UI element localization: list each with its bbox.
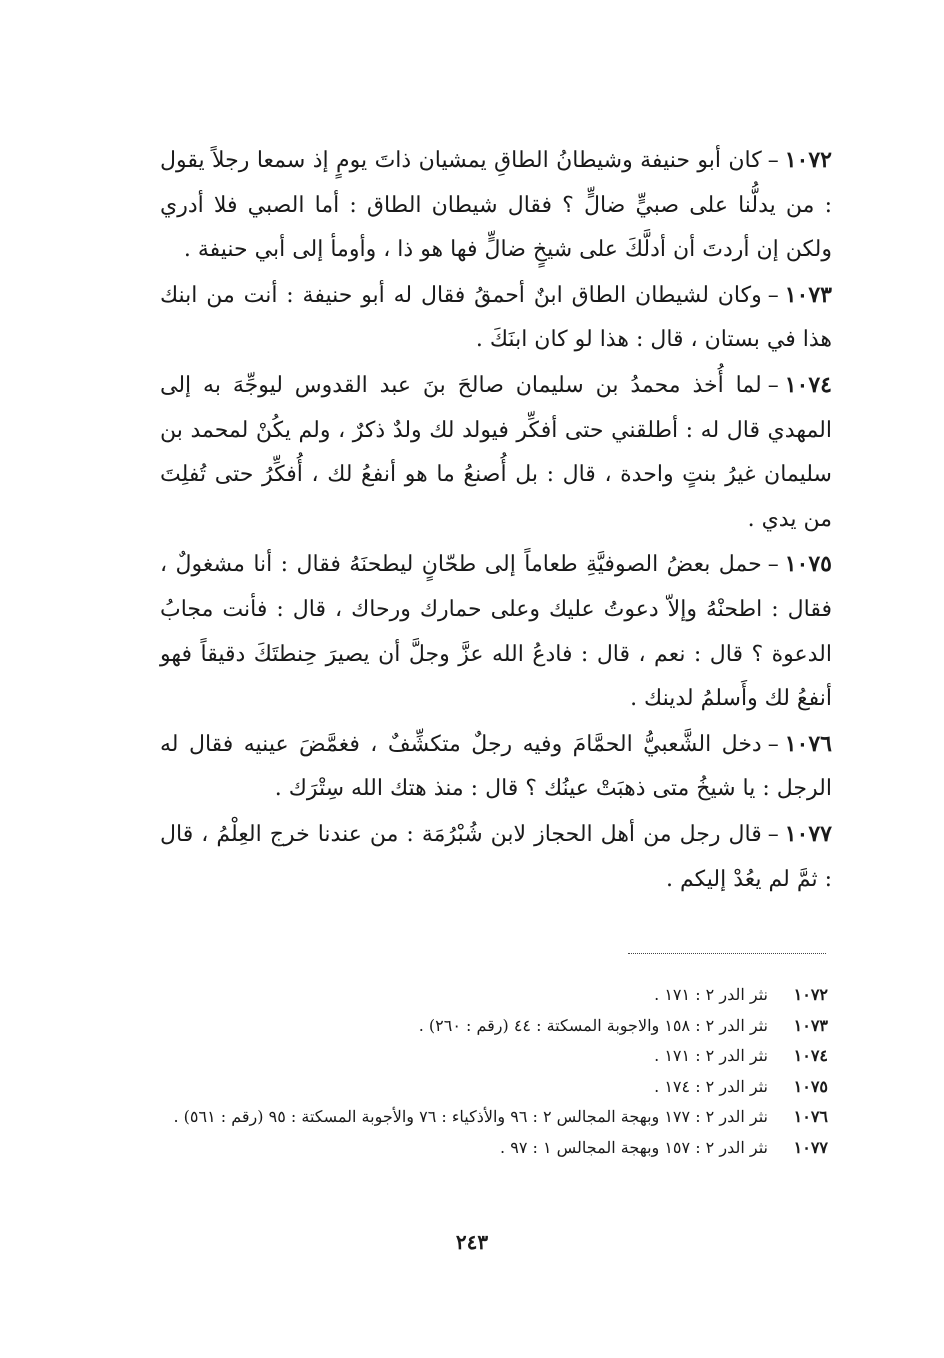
footnote-text: نثر الدر ٢ : ١٧١ . [654, 1046, 768, 1065]
entry-dash: – [767, 731, 779, 757]
entry-1077 [160, 812, 832, 902]
entry-text: حمل بعضُ الصوفيَّةِ طعاماً إلى طحّانٍ ليطحنَهُ فقال : أنا مشغولٌ ، فقال : اطحنْهُ وإلاّ دعوتُ عليك وعلى حمارك ورحاك ، قال : فأنت مجابُ الدعوة ؟ قال : نعم ، قال : فادعُ الله عزَّ وجلَّ أن يصيرَ حِنطتَكَ دقيقاً فهو أنفعُ لك وأَسلمُ لدينك . [160, 552, 832, 712]
main-text [160, 138, 832, 902]
entry-1074 [160, 363, 832, 542]
entry-dash: – [767, 552, 779, 578]
footnote-number: ١٠٧٧ [793, 1137, 828, 1157]
footnote-number: ١٠٧٦ [793, 1107, 828, 1126]
entry-number: ١٠٧٤ [784, 371, 832, 398]
entry-dash: – [767, 148, 779, 173]
footnote-text: نثر الدر ٢ : ١٥٨ والاجوبة المسكتة : ٤٤ (رقم : ٢٦٠) . [418, 1015, 768, 1035]
entry-text: دخل الشَّعبيُّ الحمَّامَ وفيه رجلٌ متكشِّفٌ ، فغمَّضَ عينيه فقال له الرجل : يا شيخُ متى ذهبَتْ عينُك ؟ قال : منذ هتك الله سِتْرَك . [160, 731, 832, 802]
entry-1075 [160, 542, 832, 721]
entry-number: ١٠٧٥ [784, 551, 832, 578]
footnotes [140, 980, 828, 1163]
entry-dash: – [767, 282, 779, 308]
footnote-1073 [140, 1011, 828, 1042]
entry-text: قال رجل من أهل الحجاز لابن شُبْرُمَة : من عندنا خرج العِلْمُ ، قال : ثمَّ لم يعُدْ إليكم . [160, 821, 832, 892]
page-number: ٢٤٣ [455, 1230, 489, 1254]
entry-1072 [160, 138, 832, 273]
footnote-number: ١٠٧٣ [793, 1015, 828, 1035]
entry-text: كان أبو حنيفة وشيطانُ الطاقِ يمشيان ذاتَ يومٍ إذ سمعا رجلاً يقول : من يدلُّنا على صبيٍّ ضالٍّ ؟ فقال شيطان الطاق : أما الصبي فلا أدري ولكن إن أردتَ أن أدلَّكَ على شيخٍ ضالٍّ فها هو ذا ، وأومأ إلى أبي حنيفة . [160, 148, 832, 263]
entry-text: لما أُخذ محمدُ بن سليمان صالحَ بنَ عبد القدوس ليوجِّهَ به إلى المهدي قال له : أطلقني حتى أفكِّر فيولد لك ولدٌ ذكرٌ ، ولم يكُنْ لمحمد بن سليمان غيرُ بنتٍ واحدة ، قال : بل أُصنعُ ما هو أنفعُ لك ، أُفكِّرُ حتى تُفلِتَ من يدي . [160, 372, 832, 532]
footnote-divider [628, 953, 826, 954]
entry-dash: – [767, 372, 779, 398]
footnote-number: ١٠٧٥ [793, 1076, 828, 1096]
entry-number: ١٠٧٢ [784, 147, 832, 173]
footnote-1072 [140, 980, 828, 1011]
footnote-number: ١٠٧٢ [793, 985, 828, 1004]
footnote-text: نثر الدر ٢ : ١٧١ . [654, 985, 768, 1004]
entry-1073 [160, 273, 832, 363]
footnote-number: ١٠٧٤ [793, 1046, 828, 1065]
footnote-text: نثر الدر ٢ : ١٧٧ وبهجة المجالس ٢ : ٩٦ والأذكياء : ٧٦ والأجوبة المسكتة : ٩٥ (رقم : ٥٦١) . [173, 1107, 768, 1126]
entry-number: ١٠٧٣ [784, 281, 832, 308]
entry-text: وكان لشيطان الطاق ابنٌ أحمقُ فقال له أبو حنيفة : أنت من ابنك هذا في بستان ، قال : هذا لو كان ابنَكَ . [160, 282, 832, 353]
entry-dash: – [767, 821, 779, 847]
footnote-1075 [140, 1072, 828, 1103]
footnote-text: نثر الدر ٢ : ١٥٧ وبهجة المجالس ١ : ٩٧ . [500, 1137, 768, 1157]
footnote-1077 [140, 1133, 828, 1164]
entry-number: ١٠٧٧ [784, 820, 832, 847]
footnote-text: نثر الدر ٢ : ١٧٤ . [654, 1076, 768, 1096]
footnote-1074 [140, 1041, 828, 1072]
entry-number: ١٠٧٦ [784, 730, 832, 757]
footnote-1076 [140, 1102, 828, 1133]
entry-1076 [160, 722, 832, 812]
